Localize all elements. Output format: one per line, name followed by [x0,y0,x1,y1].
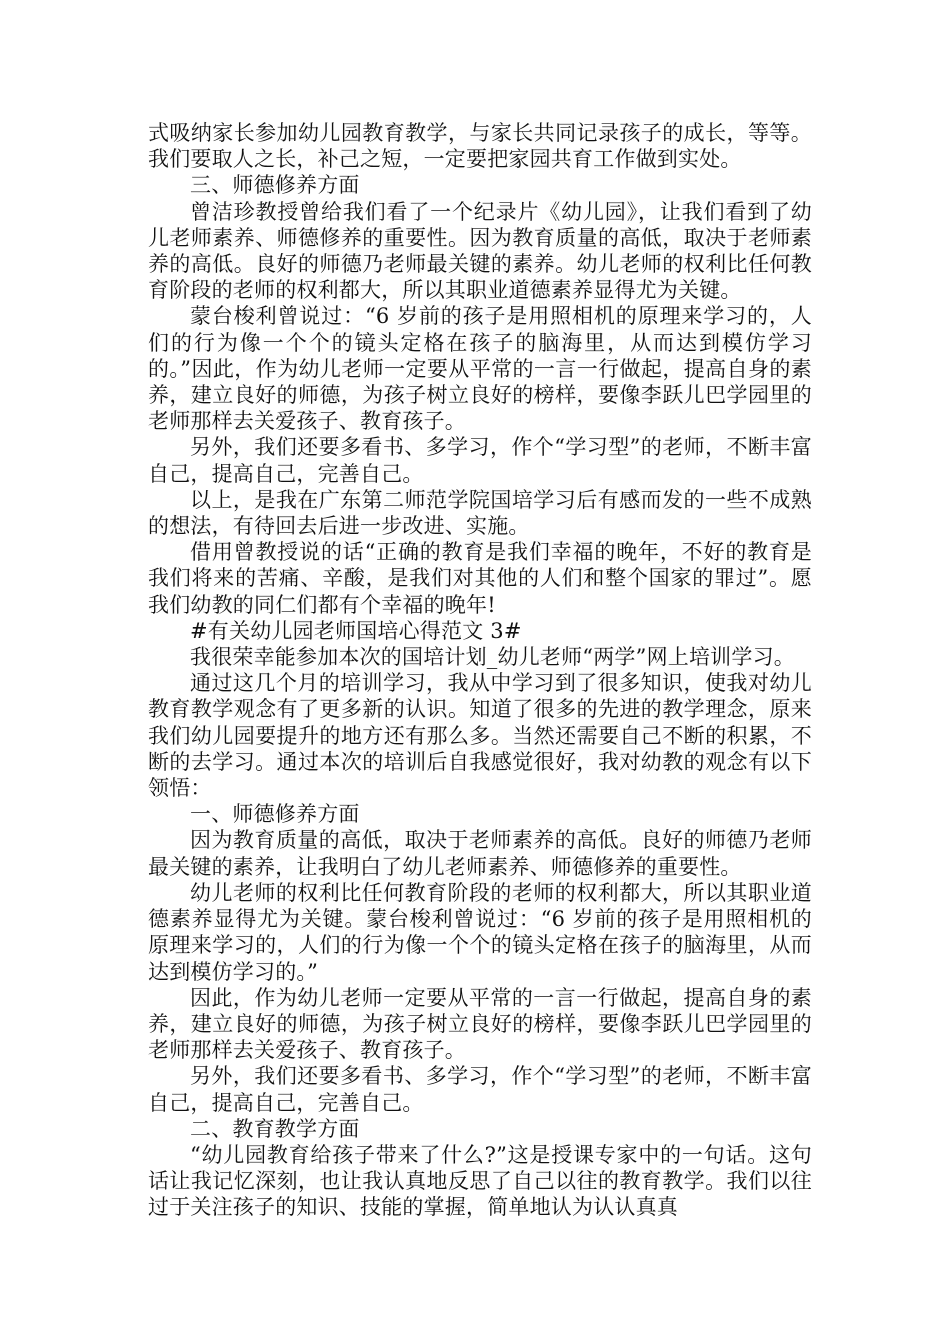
paragraph: 通过这几个月的培训学习，我从中学习到了很多知识，使我对幼儿教育教学观念有了更多新的认识。知道了很多的先进的教学理念，原来我们幼儿园要提升的地方还有那么多。当然还需要自己不断的积累，不断的去学习。通过本次的培训后自我感觉很好，我对幼教的观念有以下领悟： [148,671,812,801]
paragraph: 因为教育质量的高低，取决于老师素养的高低。良好的师德乃老师最关键的素养，让我明白了幼儿老师素养、师德修养的重要性。 [148,828,812,879]
paragraph: 幼儿老师的权利比任何教育阶段的老师的权利都大，所以其职业道德素养显得尤为关键。蒙台梭利曾说过：“6 岁前的孩子是用照相机的原理来学习的，人们的行为像一个个的镜头定格在孩子的脑海里，从而达到模仿学习的。” [148,880,812,984]
section-heading: 二、教育教学方面 [190,1116,360,1141]
article-title: #有关幼儿园老师国培心得范文 3# [190,618,522,643]
document-body [148,120,812,1221]
paragraph: 因此，作为幼儿老师一定要从平常的一言一行做起，提高自身的素养，建立良好的师德，为孩子树立良好的榜样，要像李跃儿巴学园里的老师那样去关爱孩子、教育孩子。 [148,985,812,1063]
paragraph: 曾洁珍教授曾给我们看了一个纪录片《幼儿园》，让我们看到了幼儿老师素养、师德修养的重要性。因为教育质量的高低，取决于老师素养的高低。良好的师德乃老师最关键的素养。幼儿老师的权利比任何教育阶段的老师的权利都大，所以其职业道德素养显得尤为关键。 [148,199,812,303]
section-heading: 一、师德修养方面 [190,802,360,827]
paragraph: 以上，是我在广东第二师范学院国培学习后有感而发的一些不成熟的想法，有待回去后进一步改进、实施。 [148,487,812,539]
paragraph: 借用曾教授说的话“正确的教育是我们幸福的晚年，不好的教育是我们将来的苦痛、辛酸，是我们对其他的人们和整个国家的罪过”。愿我们幼教的同仁们都有个幸福的晚年! [148,540,812,617]
paragraph: 我很荣幸能参加本次的国培计划_幼儿老师“两学”网上培训学习。 [190,645,795,670]
paragraph: “幼儿园教育给孩子带来了什么?”这是授课专家中的一句话。这句话让我记忆深刻，也让我认真地反思了自己以往的教育教学。我们以往过于关注孩子的知识、技能的掌握，简单地认为认认真真 [148,1142,812,1220]
paragraph: 蒙台梭利曾说过：“6 岁前的孩子是用照相机的原理来学习的，人们的行为像一个个的镜头定格在孩子的脑海里，从而达到模仿学习的。”因此，作为幼儿老师一定要从平常的一言一行做起，提高自身的素养，建立良好的师德，为孩子树立良好的榜样，要像李跃儿巴学园里的老师那样去关爱孩子、教育孩子。 [148,304,812,434]
section-heading: 三、师德修养方面 [190,173,360,198]
paragraph: 另外，我们还要多看书、多学习，作个“学习型”的老师，不断丰富自己，提高自己，完善自己。 [148,435,812,486]
paragraph-continued: 式吸纳家长参加幼儿园教育教学，与家长共同记录孩子的成长，等等。我们要取人之长，补己之短，一定要把家园共育工作做到实处。 [148,121,812,172]
paragraph: 另外，我们还要多看书、多学习，作个“学习型”的老师，不断丰富自己，提高自己，完善自己。 [148,1064,812,1115]
